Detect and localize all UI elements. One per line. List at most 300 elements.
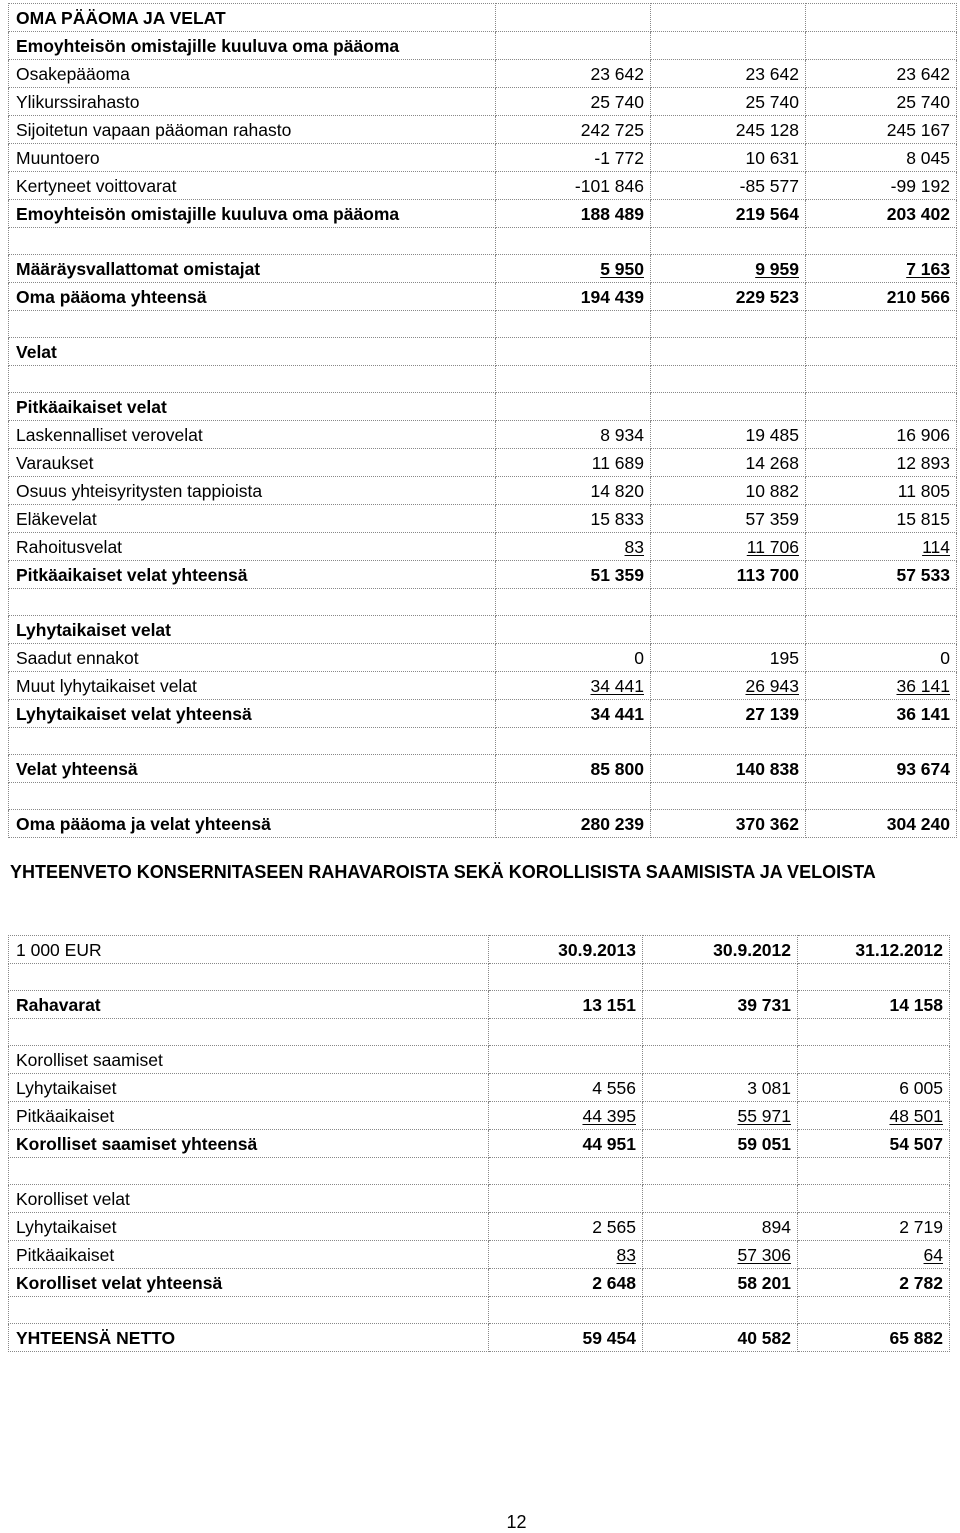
blank-row [9, 728, 957, 755]
blank-row [9, 783, 957, 810]
blank-cell [489, 1297, 643, 1324]
table-row [9, 477, 957, 505]
value-cell [798, 1269, 950, 1297]
blank-cell [489, 1019, 643, 1046]
value-cell [651, 32, 806, 60]
blank-cell [496, 311, 651, 338]
blank-cell [798, 1158, 950, 1185]
value-cell [806, 283, 957, 311]
value-cell [651, 810, 806, 838]
value-text: -85 577 [739, 175, 799, 196]
value-cell [496, 32, 651, 60]
blank-row [9, 1297, 950, 1324]
value-cell [643, 1074, 798, 1102]
value-text: 0 [634, 647, 644, 668]
row-label: Osuus yhteisyritysten tappioista [9, 477, 496, 505]
value-cell [651, 60, 806, 88]
value-cell [496, 700, 651, 728]
value-cell [806, 200, 957, 228]
row-label: Laskennalliset verovelat [9, 421, 496, 449]
row-label: Saadut ennakot [9, 644, 496, 672]
table-row [9, 255, 957, 283]
value-text: 83 [624, 536, 644, 557]
value-text: 57 306 [737, 1244, 791, 1265]
table-row [9, 4, 957, 32]
value-cell [806, 561, 957, 589]
value-text: 14 268 [745, 452, 799, 473]
value-cell [496, 810, 651, 838]
value-cell [651, 4, 806, 32]
value-text: 2 565 [592, 1216, 636, 1237]
table-row [9, 533, 957, 561]
table-row [9, 991, 950, 1019]
row-label: Lyhytaikaiset [9, 1074, 489, 1102]
blank-row [9, 589, 957, 616]
value-cell [651, 561, 806, 589]
value-text: 23 642 [896, 63, 950, 84]
value-text: 26 943 [745, 675, 799, 696]
value-text: 8 934 [600, 424, 644, 445]
table-row [9, 1102, 950, 1130]
column-header: 30.9.2012 [643, 936, 798, 964]
value-cell [489, 1130, 643, 1158]
value-text: 36 141 [896, 703, 950, 724]
value-text: 59 454 [582, 1327, 636, 1348]
value-cell [496, 255, 651, 283]
blank-cell [798, 1019, 950, 1046]
value-cell [806, 144, 957, 172]
table-row [9, 283, 957, 311]
row-label: Eläkevelat [9, 505, 496, 533]
row-label: OMA PÄÄOMA JA VELAT [9, 4, 496, 32]
value-text: 14 158 [889, 994, 943, 1015]
value-cell [798, 1241, 950, 1269]
value-cell [651, 172, 806, 200]
value-cell [806, 88, 957, 116]
value-text: 85 800 [590, 758, 644, 779]
blank-cell [651, 728, 806, 755]
value-text: 44 951 [582, 1133, 636, 1154]
value-text: 93 674 [896, 758, 950, 779]
row-label: Korolliset saamiset [9, 1046, 489, 1074]
value-cell [651, 200, 806, 228]
table-row [9, 1324, 950, 1352]
table-row [9, 755, 957, 783]
table-row [9, 338, 957, 366]
row-label: Pitkäaikaiset [9, 1241, 489, 1269]
blank-cell [651, 589, 806, 616]
blank-cell [806, 366, 957, 393]
column-header: 30.9.2013 [489, 936, 643, 964]
cash-interest-table-body [9, 964, 950, 1352]
value-text: 48 501 [889, 1105, 943, 1126]
value-text: 8 045 [906, 147, 950, 168]
row-label: Rahavarat [9, 991, 489, 1019]
value-text: 219 564 [735, 203, 799, 224]
value-text: 34 441 [590, 703, 644, 724]
value-text: 83 [616, 1244, 636, 1265]
blank-cell [651, 228, 806, 255]
value-cell [496, 200, 651, 228]
value-text: 19 485 [745, 424, 799, 445]
value-cell [806, 393, 957, 421]
blank-cell [496, 228, 651, 255]
blank-row [9, 311, 957, 338]
value-cell [496, 533, 651, 561]
row-label: Lyhytaikaiset velat yhteensä [9, 700, 496, 728]
value-cell [496, 672, 651, 700]
value-cell [496, 421, 651, 449]
table-row [9, 200, 957, 228]
value-cell [489, 1324, 643, 1352]
value-text: 195 [769, 647, 799, 668]
value-text: 51 359 [590, 564, 644, 585]
value-cell [643, 1185, 798, 1213]
value-cell [806, 4, 957, 32]
value-text: 242 725 [580, 119, 644, 140]
value-cell [651, 338, 806, 366]
value-text: 57 359 [745, 508, 799, 529]
value-cell [496, 172, 651, 200]
value-text: 23 642 [745, 63, 799, 84]
blank-cell [9, 1158, 489, 1185]
row-label: Pitkäaikaiset velat yhteensä [9, 561, 496, 589]
value-cell [489, 991, 643, 1019]
page-number: 12 [506, 1512, 527, 1532]
row-label: Lyhytaikaiset velat [9, 616, 496, 644]
row-label: Pitkäaikaiset velat [9, 393, 496, 421]
row-label: Pitkäaikaiset [9, 1102, 489, 1130]
blank-cell [806, 311, 957, 338]
value-cell [651, 116, 806, 144]
value-cell [496, 144, 651, 172]
value-text: 11 706 [746, 536, 799, 557]
value-cell [798, 1213, 950, 1241]
value-cell [806, 810, 957, 838]
blank-cell [496, 728, 651, 755]
table-row [9, 1269, 950, 1297]
table-header-row [9, 936, 950, 964]
value-text: 57 533 [896, 564, 950, 585]
value-cell [643, 1213, 798, 1241]
value-cell [643, 1241, 798, 1269]
value-cell [489, 1269, 643, 1297]
value-text: 13 151 [582, 994, 636, 1015]
value-cell [806, 477, 957, 505]
value-text: 203 402 [886, 203, 950, 224]
value-text: 58 201 [737, 1272, 791, 1293]
value-cell [806, 449, 957, 477]
value-text: 27 139 [745, 703, 799, 724]
value-cell [798, 1324, 950, 1352]
value-text: 34 441 [590, 675, 644, 696]
value-text: 245 128 [735, 119, 799, 140]
value-text: 2 648 [592, 1272, 636, 1293]
value-cell [651, 144, 806, 172]
value-cell [496, 449, 651, 477]
value-cell [489, 1046, 643, 1074]
table-row [9, 172, 957, 200]
value-cell [496, 4, 651, 32]
blank-cell [643, 1019, 798, 1046]
row-label: Määräysvallattomat omistajat [9, 255, 496, 283]
value-text: 39 731 [737, 994, 791, 1015]
blank-cell [806, 728, 957, 755]
value-cell [496, 477, 651, 505]
blank-cell [9, 228, 496, 255]
value-text: 6 005 [899, 1077, 943, 1098]
blank-cell [643, 1297, 798, 1324]
blank-cell [806, 589, 957, 616]
value-cell [651, 700, 806, 728]
value-cell [806, 700, 957, 728]
row-label: Rahoitusvelat [9, 533, 496, 561]
value-cell [489, 1185, 643, 1213]
value-text: 894 [761, 1216, 791, 1237]
value-text: 23 642 [590, 63, 644, 84]
blank-row [9, 1019, 950, 1046]
value-cell [643, 991, 798, 1019]
blank-row [9, 366, 957, 393]
value-text: 55 971 [737, 1105, 791, 1126]
blank-cell [651, 783, 806, 810]
blank-cell [643, 964, 798, 991]
value-cell [806, 616, 957, 644]
value-cell [496, 644, 651, 672]
value-text: 14 820 [590, 480, 644, 501]
value-cell [806, 60, 957, 88]
value-text: 370 362 [735, 813, 799, 834]
unit-label: 1 000 EUR [9, 936, 489, 964]
value-cell [643, 1269, 798, 1297]
table-row [9, 1130, 950, 1158]
value-cell [798, 1074, 950, 1102]
row-label: Emoyhteisön omistajille kuuluva oma pääoma [9, 200, 496, 228]
value-text: 188 489 [580, 203, 644, 224]
value-cell [651, 755, 806, 783]
blank-cell [496, 589, 651, 616]
value-cell [806, 644, 957, 672]
value-cell [496, 755, 651, 783]
value-text: 10 882 [745, 480, 799, 501]
value-text: 2 719 [899, 1216, 943, 1237]
value-text: 2 782 [899, 1272, 943, 1293]
table-row [9, 1241, 950, 1269]
value-text: 65 882 [889, 1327, 943, 1348]
blank-cell [9, 783, 496, 810]
value-cell [489, 1213, 643, 1241]
value-text: 5 950 [600, 258, 644, 279]
value-cell [798, 1130, 950, 1158]
row-label: Ylikurssirahasto [9, 88, 496, 116]
table-row [9, 1074, 950, 1102]
value-cell [496, 338, 651, 366]
blank-cell [496, 366, 651, 393]
table-row [9, 421, 957, 449]
value-cell [806, 421, 957, 449]
row-label: Emoyhteisön omistajille kuuluva oma pääoma [9, 32, 496, 60]
value-cell [806, 116, 957, 144]
value-text: -99 192 [890, 175, 950, 196]
value-cell [496, 393, 651, 421]
value-cell [496, 283, 651, 311]
value-cell [651, 616, 806, 644]
value-text: 54 507 [889, 1133, 943, 1154]
table-row [9, 616, 957, 644]
value-cell [806, 533, 957, 561]
row-label: Oma pääoma yhteensä [9, 283, 496, 311]
table-row [9, 505, 957, 533]
row-label: Varaukset [9, 449, 496, 477]
blank-cell [9, 964, 489, 991]
blank-cell [806, 228, 957, 255]
value-text: 140 838 [735, 758, 799, 779]
value-text: 113 700 [736, 564, 799, 585]
section-title: YHTEENVETO KONSERNITASEEN RAHAVAROISTA SEKÄ KOROLLISISTA SAAMISISTA JA VELOISTA [10, 862, 876, 882]
value-cell [651, 421, 806, 449]
blank-cell [651, 311, 806, 338]
value-text: 25 740 [745, 91, 799, 112]
value-text: 59 051 [737, 1133, 791, 1154]
value-text: 280 239 [580, 813, 644, 834]
value-cell [489, 1102, 643, 1130]
value-cell [651, 672, 806, 700]
blank-cell [651, 366, 806, 393]
blank-cell [798, 1297, 950, 1324]
value-text: 16 906 [896, 424, 950, 445]
blank-cell [643, 1158, 798, 1185]
value-cell [496, 88, 651, 116]
value-cell [798, 1185, 950, 1213]
table-row [9, 116, 957, 144]
table-row [9, 393, 957, 421]
column-header: 31.12.2012 [798, 936, 950, 964]
table-row [9, 1213, 950, 1241]
blank-cell [9, 1019, 489, 1046]
blank-cell [9, 1297, 489, 1324]
blank-cell [496, 783, 651, 810]
blank-row [9, 228, 957, 255]
table-row [9, 644, 957, 672]
value-text: 11 689 [591, 452, 644, 473]
value-text: 194 439 [580, 286, 644, 307]
value-cell [806, 338, 957, 366]
row-label: Korolliset velat [9, 1185, 489, 1213]
value-text: 10 631 [745, 147, 799, 168]
value-cell [806, 755, 957, 783]
value-text: 25 740 [590, 91, 644, 112]
row-label: Velat [9, 338, 496, 366]
blank-cell [806, 783, 957, 810]
table-row [9, 700, 957, 728]
row-label: Muuntoero [9, 144, 496, 172]
value-cell [643, 1046, 798, 1074]
value-cell [643, 1324, 798, 1352]
value-cell [798, 1102, 950, 1130]
value-text: 3 081 [747, 1077, 791, 1098]
table-row [9, 449, 957, 477]
row-label: Kertyneet voittovarat [9, 172, 496, 200]
value-cell [798, 991, 950, 1019]
value-text: -101 846 [574, 175, 644, 196]
row-label: Oma pääoma ja velat yhteensä [9, 810, 496, 838]
blank-cell [798, 964, 950, 991]
value-cell [651, 644, 806, 672]
value-cell [496, 505, 651, 533]
blank-cell [489, 964, 643, 991]
value-text: 9 959 [755, 258, 799, 279]
row-label: Sijoitetun vapaan pääoman rahasto [9, 116, 496, 144]
value-text: 210 566 [886, 286, 950, 307]
value-cell [651, 477, 806, 505]
row-label: Velat yhteensä [9, 755, 496, 783]
value-text: 12 893 [896, 452, 950, 473]
value-cell [496, 561, 651, 589]
value-text: 4 556 [592, 1077, 636, 1098]
value-text: 15 833 [590, 508, 644, 529]
row-label: YHTEENSÄ NETTO [9, 1324, 489, 1352]
value-cell [651, 88, 806, 116]
blank-cell [489, 1158, 643, 1185]
table-row [9, 810, 957, 838]
value-text: 114 [922, 536, 950, 557]
value-cell [651, 283, 806, 311]
table-row [9, 561, 957, 589]
table-row [9, 60, 957, 88]
value-cell [496, 616, 651, 644]
blank-cell [9, 366, 496, 393]
table-row [9, 88, 957, 116]
value-cell [806, 255, 957, 283]
value-cell [496, 60, 651, 88]
value-text: 7 163 [906, 258, 950, 279]
row-label: Korolliset velat yhteensä [9, 1269, 489, 1297]
value-cell [806, 32, 957, 60]
blank-row [9, 1158, 950, 1185]
value-text: 304 240 [886, 813, 950, 834]
row-label: Osakepääoma [9, 60, 496, 88]
value-cell [651, 393, 806, 421]
value-text: 245 167 [886, 119, 950, 140]
value-cell [489, 1074, 643, 1102]
blank-cell [9, 311, 496, 338]
blank-row [9, 964, 950, 991]
value-text: 40 582 [737, 1327, 791, 1348]
equity-liabilities-table-body [9, 4, 957, 838]
blank-cell [9, 728, 496, 755]
row-label: Korolliset saamiset yhteensä [9, 1130, 489, 1158]
value-text: 0 [940, 647, 950, 668]
row-label: Lyhytaikaiset [9, 1213, 489, 1241]
value-text: 25 740 [896, 91, 950, 112]
value-text: 44 395 [582, 1105, 636, 1126]
blank-cell [9, 589, 496, 616]
table-row [9, 1046, 950, 1074]
value-cell [806, 672, 957, 700]
table-row [9, 1185, 950, 1213]
value-cell [806, 172, 957, 200]
row-label: Muut lyhytaikaiset velat [9, 672, 496, 700]
table-row [9, 32, 957, 60]
value-cell [651, 533, 806, 561]
value-cell [651, 505, 806, 533]
value-text: -1 772 [594, 147, 644, 168]
value-cell [496, 116, 651, 144]
value-cell [798, 1046, 950, 1074]
value-text: 229 523 [735, 286, 799, 307]
value-cell [643, 1102, 798, 1130]
value-text: 64 [923, 1244, 943, 1265]
